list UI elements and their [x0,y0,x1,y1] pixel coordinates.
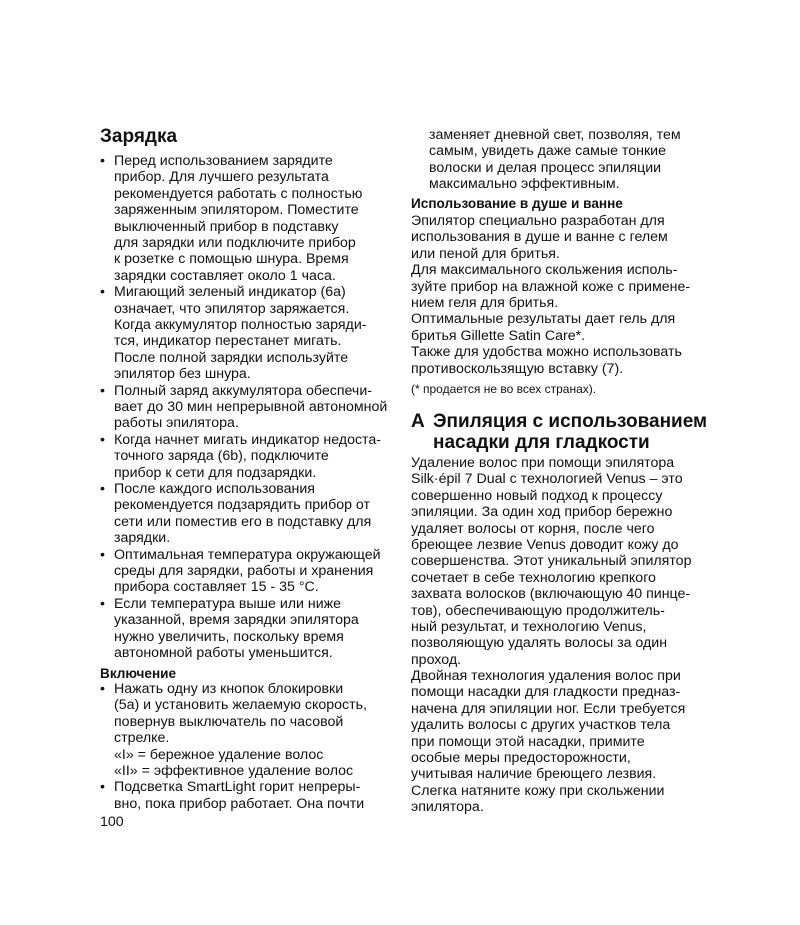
text-line: тов), обеспечивающую продолжитель- [411,602,665,619]
text-line: среды для зарядки, работы и хранения [114,563,374,579]
text-line: проход. [411,651,462,668]
text-line: Когда аккумулятор полностью заряди- [114,317,367,333]
text-line: совершенно новый подход к процессу [411,487,663,504]
text-line: бреющее лезвие Venus доводит кожу до [411,537,679,553]
text-line: рекомендуется работать с полностью [114,185,363,202]
text-line: работы эпилятора. [114,415,239,432]
text-line: Оптимальная температура окружающей [114,546,381,563]
text-line: заряженным эпилятором. Поместите [114,202,359,219]
text-line: прибор к сети для подзарядки. [114,464,317,481]
text-line: совершенства. Этот уникальный эпилятор [411,553,692,570]
text-line: нием геля для бритья. [411,295,559,311]
text-line: сети или поместив его в подставку для [114,513,372,530]
text-line: Двойная технология удаления волос при [411,668,681,684]
text-line: нужно увеличить, поскольку время [114,628,344,645]
text-line: означает, что эпилятор заряжается. [114,300,350,317]
text-line: использования в душе и ванне с гелем [411,229,668,246]
text-line: Оптимальные результаты дает гель для [411,311,676,328]
text-line: к розетке с помощью шнура. Время [114,251,349,268]
text-line: Перед использованием зарядите [114,153,333,169]
text-line: эпиляции. За один ход прибор бережно [411,504,673,521]
text-line: зуйте прибор на влажной коже с примене- [411,278,691,295]
text-line: удалить волосы с других участков тела [411,717,671,734]
bullet-glyph: • [100,681,105,697]
switch-on-heading: Включение [100,666,177,681]
text-line: Полный заряд аккумулятора обеспечи- [114,382,372,399]
text-line: помощи насадки для гладкости предназ- [411,684,681,701]
text-line: Слегка натяните кожу при скольжении [411,782,665,799]
bullet-glyph: • [100,431,105,448]
text-line: захвата волосков (включающую 40 пинце- [411,586,691,603]
shower-heading: Использование в душе и ванне [411,196,623,211]
text-line: После каждого использования [114,481,315,497]
text-line: точного заряда (6b), подключите [114,448,329,465]
text-line: максимально эффективным. [429,176,620,193]
bullet-glyph: • [100,481,105,497]
text-line: при помощи этой насадки, примите [411,733,645,750]
section-title-line-2: насадки для гладкости [433,432,650,453]
text-line: особые меры предосторожности, [411,750,631,766]
text-line: Нажать одну из кнопок блокировки [114,681,344,697]
text-line: начена для эпиляции ног. Если требуется [411,700,686,717]
text-line: повернув выключатель по часовой [114,713,344,730]
text-line: автономной работы уменьшится. [114,645,333,661]
text-line: Эпилятор специально разработан для [411,213,665,229]
text-line: зарядки составляет около 1 часа. [114,267,336,284]
text-line: ный результат, и технологию Venus, [411,619,647,635]
text-line: или пеной для бритья. [411,245,560,262]
text-line: Silk·épil 7 Dual с технологией Venus – это [411,471,683,488]
text-line: Также для удобства можно использовать [411,344,682,361]
text-line: прибора составляет 15 - 35 °C. [114,579,319,596]
text-line: стрелке. [114,730,170,747]
charging-heading: Зарядка [100,126,178,147]
text-line: тся, индикатор перестанет мигать. [114,333,342,350]
section-title-line-1: Эпиляция с использованием [433,411,708,432]
bullet-glyph: • [100,153,105,169]
text-line: Удаление волос при помощи эпилятора [411,455,675,471]
text-line: вно, пока прибор работает. Она почти [114,795,365,812]
text-line: (5a) и установить желаемую скорость, [114,697,367,714]
bullet-glyph: • [100,595,105,612]
text-line: заменяет дневной свет, позволяя, тем [429,127,681,143]
page-number: 100 [100,814,124,830]
text-line: рекомендуется подзарядить прибор от [114,497,371,514]
text-line: Для максимального скольжения исполь- [411,262,678,279]
text-line: эпилятора. [411,799,484,816]
text-line: После полной зарядки используйте [114,349,349,366]
text-line: удаляет волосы от корня, после чего [411,520,655,537]
bullet-glyph: • [100,546,105,563]
text-line: волоски и делая процесс эпиляции [429,159,662,176]
text-line: Когда начнет мигать индикатор недоста- [114,431,382,448]
text-line: «II» = эффективное удаление волос [114,763,354,779]
text-line: указанной, время зарядки эпилятора [114,612,359,629]
text-line: «I» = бережное удаление волос [114,746,324,763]
text-line: бритья Gillette Satin Care*. [411,327,586,344]
text-line: эпилятор без шнура. [114,366,251,383]
text-line: Мигающий зеленый индикатор (6а) [114,284,346,301]
text-line: Подсветка SmartLight горит непреры- [114,779,361,796]
section-letter: A [411,411,425,432]
bullet-glyph: • [100,382,105,399]
text-line: прибор. Для лучшего результата [114,169,329,186]
text-line: учитывая наличие бреющего лезвия. [411,766,657,783]
text-line: противоскользящую вставку (7). [411,360,624,377]
text-line: сочетает в себе технологию крепкого [411,569,656,586]
text-line: для зарядки или подключите прибор [114,235,356,251]
text-line: позволяющую удалять волосы за один [411,635,668,652]
text-line: Если температура выше или ниже [114,595,342,612]
bullet-glyph: • [100,779,105,796]
footnote: (* продается не во всех странах). [411,382,597,396]
bullet-glyph: • [100,284,105,301]
text-line: зарядки. [114,530,171,547]
text-line: выключенный прибор в подставку [114,218,339,235]
text-line: самым, увидеть даже самые тонкие [429,143,667,160]
text-line: вает до 30 мин непрерывной автономной [114,399,388,415]
